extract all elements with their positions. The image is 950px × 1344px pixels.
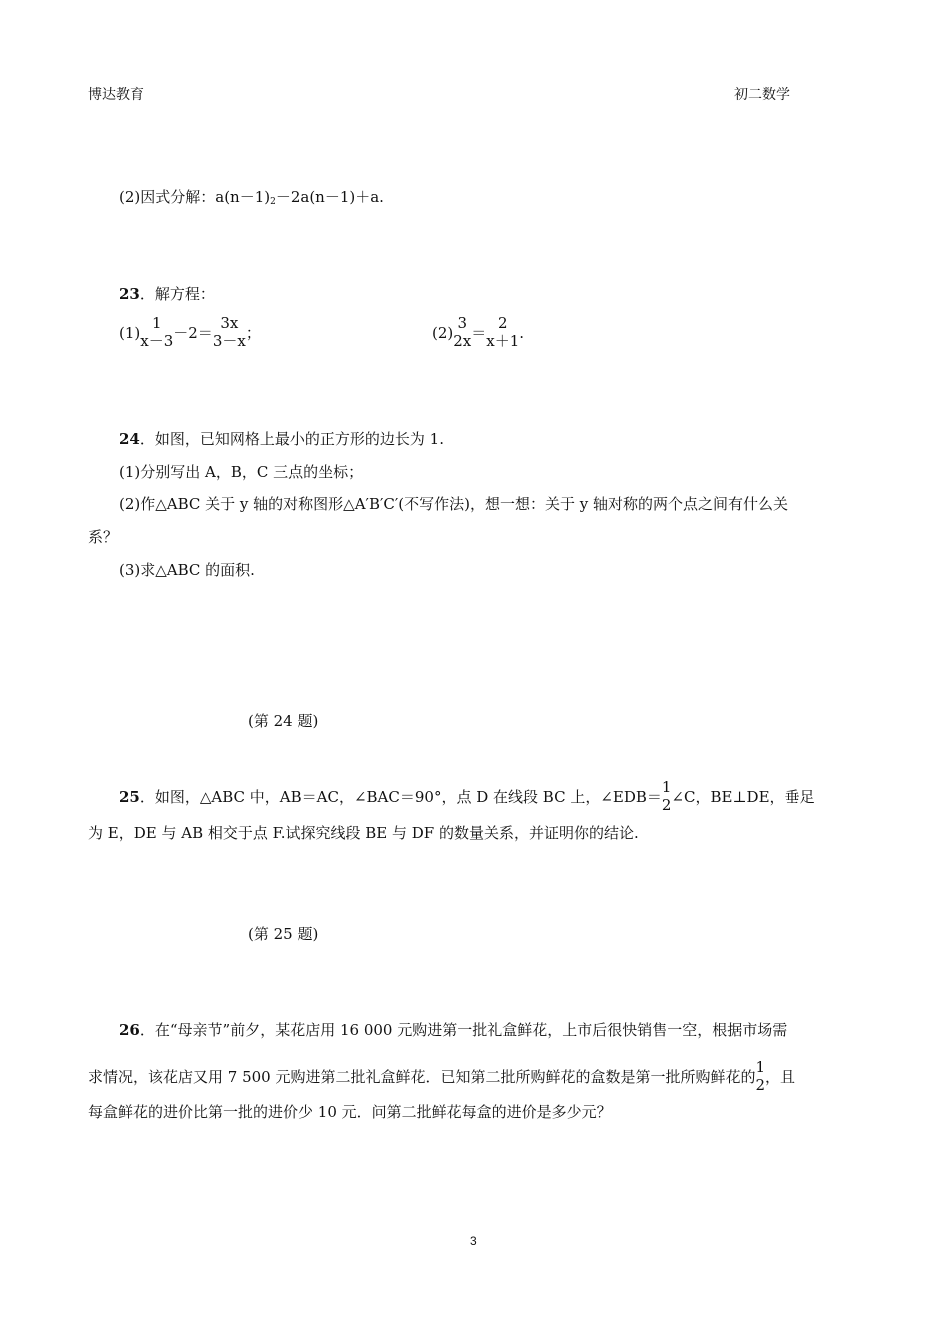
fraction-numerator: 3 — [457, 314, 468, 332]
q25-stem-a: ．如图，△ABC 中，AB＝AC，∠BAC＝90°，点 D 在线段 BC 上，∠EDB＝ — [139, 788, 662, 806]
q23-p1-mid: －2＝ — [173, 324, 213, 342]
q23-stem — [119, 287, 215, 302]
q22-part2-rest: －2a(n－1)＋a. — [275, 188, 384, 206]
q26-fraction-half — [755, 1058, 765, 1094]
q23-p2-fraction-1 — [453, 314, 471, 350]
q25-stem-b: ∠C，BE⊥DE，垂足 — [671, 788, 815, 806]
fraction-denominator: x－3 — [140, 332, 174, 350]
q23-stem-text: ．解方程： — [139, 285, 215, 303]
q26-line-1 — [119, 1023, 787, 1038]
fraction-denominator: 2 — [661, 796, 672, 814]
page-number: 3 — [470, 1234, 477, 1248]
fraction-denominator: x＋1 — [486, 332, 520, 350]
q24-line-2: (2)作△ABC 关于 y 轴的对称图形△A′B′C′(不写作法)，想一想：关于 y 轴对称的两个点之间有什么关 — [119, 495, 788, 513]
q23-p1-fraction-1 — [140, 314, 173, 350]
fraction-denominator: 3－x — [212, 332, 246, 350]
q26-line-2 — [88, 1060, 795, 1096]
q23-p2-mid: ＝ — [471, 324, 487, 342]
header-left: 博达教育 — [88, 87, 144, 103]
q25-fraction-half — [662, 778, 672, 814]
q25-line-2: 为 E，DE 与 AB 相交于点 F.试探究线段 BE 与 DF 的数量关系，并证明你的结论. — [88, 824, 639, 842]
q25-figure-caption: (第 25 题) — [248, 925, 319, 943]
fraction-numerator: 1 — [661, 778, 672, 796]
header-right: 初二数学 — [734, 87, 790, 103]
q24-figure-caption: (第 24 题) — [248, 712, 319, 730]
q23-equation-2 — [432, 316, 524, 352]
q22-part2 — [119, 190, 384, 207]
fraction-denominator: 2x — [453, 332, 472, 350]
q22-part2-text: (2)因式分解：a(n－1) — [119, 188, 271, 206]
q26-line-2-end: ，且 — [765, 1068, 796, 1086]
q24-line-3: (3)求△ABC 的面积. — [119, 561, 255, 579]
q25-stem — [119, 780, 815, 816]
q23-p2-end: . — [519, 324, 525, 342]
fraction-denominator: 2 — [755, 1076, 766, 1094]
q24-number: 24 — [119, 430, 140, 448]
q26-line-1-text: ．在“母亲节”前夕，某花店用 16 000 元购进第一批礼盒鲜花，上市后很快销售一空，根据市场需 — [139, 1021, 788, 1039]
q23-p2-fraction-2 — [486, 314, 519, 350]
fraction-numerator: 1 — [755, 1058, 766, 1076]
q26-line-3: 每盒鲜花的进价比第一批的进价少 10 元．问第二批鲜花每盒的进价是多少元？ — [88, 1103, 612, 1121]
q23-p1-fraction-2 — [213, 314, 246, 350]
q23-number: 23 — [119, 285, 140, 303]
q23-p1-label: (1) — [119, 324, 141, 342]
q22-exponent: 2 — [270, 197, 276, 207]
q24-line-2-cont: 系？ — [88, 528, 119, 546]
fraction-numerator: 3x — [220, 314, 239, 332]
q26-line-2-text: 求情况，该花店又用 7 500 元购进第二批礼盒鲜花．已知第二批所购鲜花的盒数是第一批所购鲜花的 — [88, 1068, 756, 1086]
fraction-numerator: 2 — [498, 314, 508, 332]
q23-p2-label: (2) — [432, 324, 454, 342]
q26-number: 26 — [119, 1021, 140, 1039]
q23-equation-1 — [119, 316, 261, 352]
q24-stem-text: ．如图，已知网格上最小的正方形的边长为 1. — [139, 430, 444, 448]
fraction-numerator: 1 — [151, 314, 162, 332]
q24-line-1: (1)分别写出 A，B，C 三点的坐标； — [119, 463, 364, 481]
q25-number: 25 — [119, 788, 140, 806]
q24-stem — [119, 432, 444, 447]
q23-p1-end: ； — [245, 324, 261, 342]
